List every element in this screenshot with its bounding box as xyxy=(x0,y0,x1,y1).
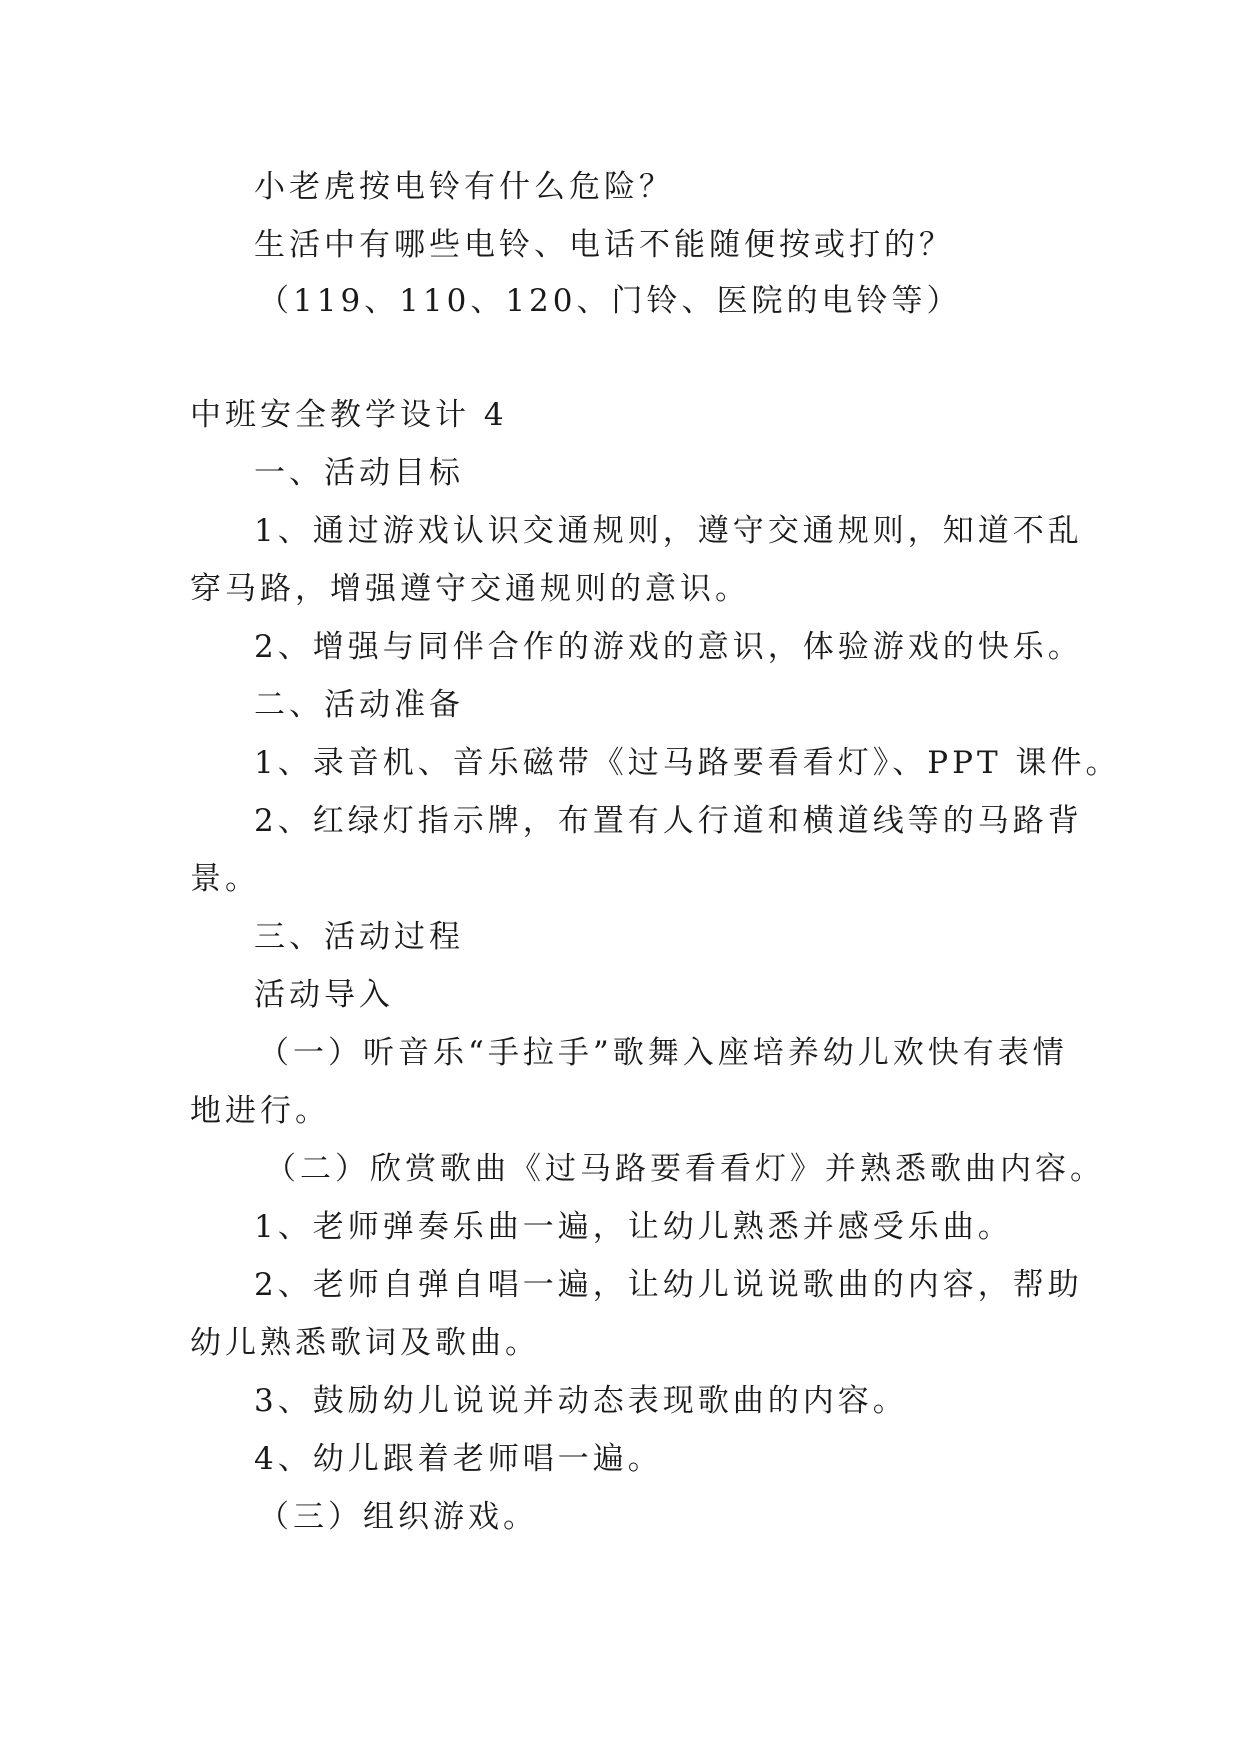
paragraph-line: 景。 xyxy=(190,861,260,897)
paragraph-line: （二）欣赏歌曲《过马路要看看灯》并熟悉歌曲内容。 xyxy=(265,1151,1105,1187)
paragraph-line: （三）组织游戏。 xyxy=(258,1499,538,1535)
section-heading: 中班安全教学设计 4 xyxy=(190,397,508,433)
paragraph-line: 2、红绿灯指示牌，布置有人行道和横道线等的马路背 xyxy=(254,803,1083,839)
subheading: 三、活动过程 xyxy=(254,919,464,955)
subheading: 一、活动目标 xyxy=(254,455,464,491)
paragraph-line: 4、幼儿跟着老师唱一遍。 xyxy=(254,1441,663,1477)
paragraph-line: （一）听音乐“手拉手”歌舞入座培养幼儿欢快有表情 xyxy=(258,1035,1068,1071)
paragraph-line: 穿马路，增强遵守交通规则的意识。 xyxy=(190,571,750,607)
paragraph-line: （119、110、120、门铃、医院的电铃等） xyxy=(258,283,962,319)
paragraph-line: 2、增强与同伴合作的游戏的意识，体验游戏的快乐。 xyxy=(254,629,1083,665)
paragraph-line: 1、录音机、音乐磁带《过马路要看看灯》、PPT 课件。 xyxy=(254,745,1121,781)
subheading: 二、活动准备 xyxy=(254,687,464,723)
paragraph-line: 3、鼓励幼儿说说并动态表现歌曲的内容。 xyxy=(254,1383,908,1419)
paragraph-line: 地进行。 xyxy=(190,1093,330,1129)
paragraph-line: 活动导入 xyxy=(254,977,394,1013)
paragraph-line: 1、通过游戏认识交通规则，遵守交通规则，知道不乱 xyxy=(254,513,1083,549)
paragraph-line: 1、老师弹奏乐曲一遍，让幼儿熟悉并感受乐曲。 xyxy=(254,1209,1013,1245)
paragraph-line: 2、老师自弹自唱一遍，让幼儿说说歌曲的内容，帮助 xyxy=(254,1267,1083,1303)
paragraph-line: 小老虎按电铃有什么危险？ xyxy=(254,169,674,205)
paragraph-line: 幼儿熟悉歌词及歌曲。 xyxy=(190,1325,540,1361)
paragraph-line: 生活中有哪些电铃、电话不能随便按或打的？ xyxy=(254,227,954,263)
